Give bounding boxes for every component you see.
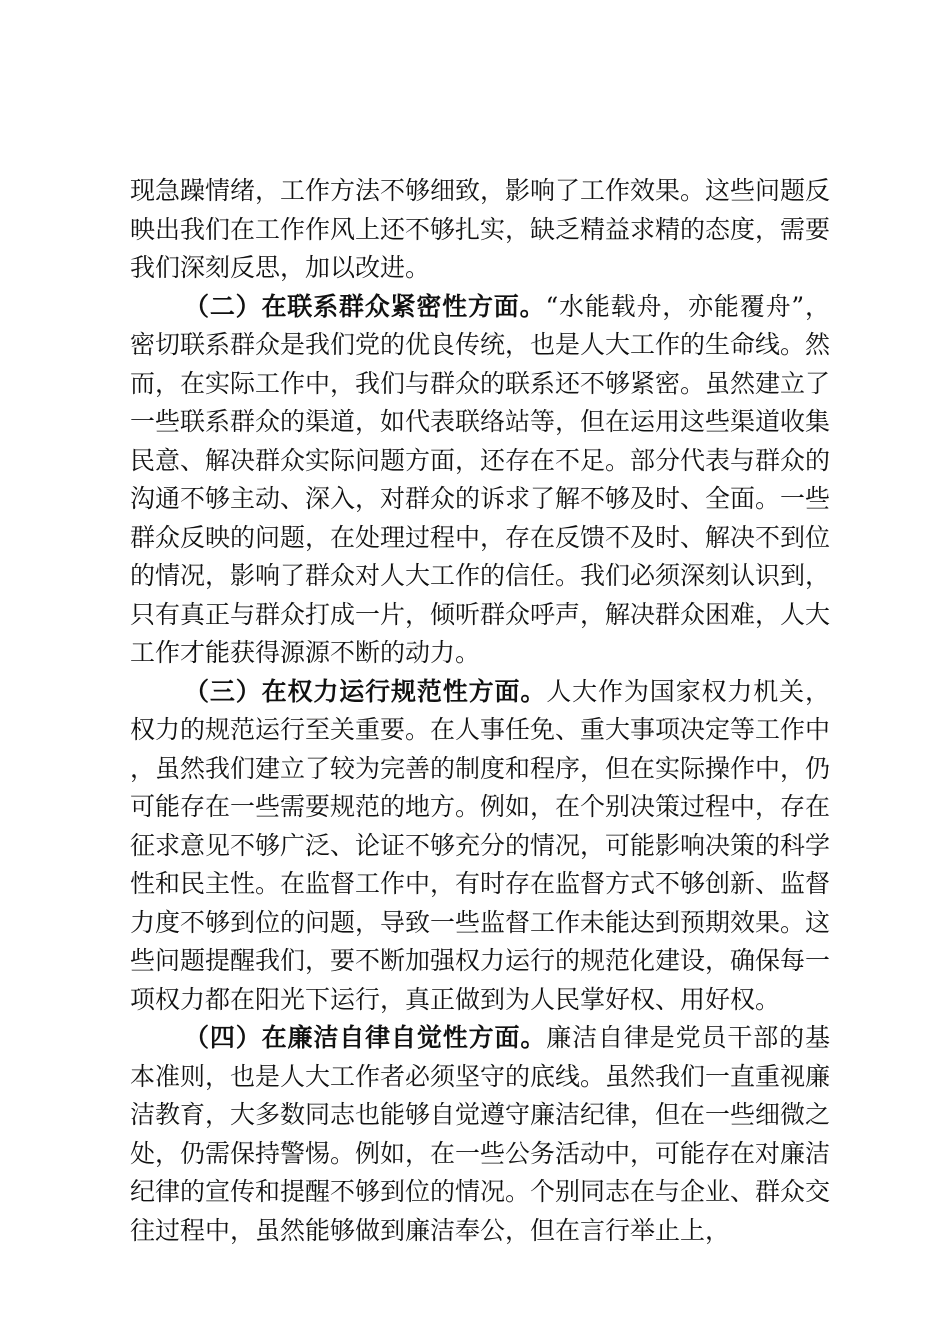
section-heading: （三）在权力运行规范性方面。 bbox=[184, 676, 547, 706]
section-heading: （二）在联系群众紧密性方面。 bbox=[184, 291, 546, 321]
paragraph-body: “水能载舟，亦能覆舟”，密切联系群众是我们党的优良传统，也是人大工作的生命线。然而，在实际工作中，我们与群众的联系还不够紧密。虽然建立了一些联系群众的渠道，如代表联络站等，但在运用这些渠道收集民意、解决群众实际问题方面，还存在不足。部分代表与群众的沟通不够主动、深入，对群众的诉求了解不够及时、全面。一些群众反映的问题，在处理过程中，存在反馈不及时、解决不到位的情况，影响了群众对人大工作的信任。我们必须深刻认识到，只有真正与群众打成一片，倾听群众呼声，解决群众困难，人大工作才能获得源源不断的动力。 bbox=[130, 291, 831, 667]
paragraph-continuation bbox=[130, 172, 830, 288]
paragraph-section-3 bbox=[130, 673, 830, 1020]
paragraph-body: 人大作为国家权力机关，权力的规范运行至关重要。在人事任免、重大事项决定等工作中，虽然我们建立了较为完善的制度和程序，但在实际操作中，仍可能存在一些需要规范的地方。例如，在个别决策过程中，存在征求意见不够广泛、论证不够充分的情况，可能影响决策的科学性和民主性。在监督工作中，有时存在监督方式不够创新、监督力度不够到位的问题，导致一些监督工作未能达到预期效果。这些问题提醒我们，要不断加强权力运行的规范化建设，确保每一项权力都在阳光下运行，真正做到为人民掌好权、用好权。 bbox=[130, 676, 831, 1014]
paragraph-section-4 bbox=[130, 1019, 830, 1250]
paragraph-body: 现急躁情绪，工作方法不够细致，影响了工作效果。这些问题反映出我们在工作作风上还不够扎实，缺乏精益求精的态度，需要我们深刻反思，加以改进。 bbox=[130, 176, 831, 282]
document-body bbox=[130, 172, 830, 1250]
paragraph-section-2 bbox=[130, 288, 830, 673]
paragraph-body: 廉洁自律是党员干部的基本准则，也是人大工作者必须坚守的底线。虽然我们一直重视廉洁教育，大多数同志也能够自觉遵守廉洁纪律，但在一些细微之处，仍需保持警惕。例如，在一些公务活动中，可能存在对廉洁纪律的宣传和提醒不够到位的情况。个别同志在与企业、群众交往过程中，虽然能够做到廉洁奉公，但在言行举止上， bbox=[130, 1023, 831, 1245]
section-heading: （四）在廉洁自律自觉性方面。 bbox=[184, 1023, 547, 1052]
